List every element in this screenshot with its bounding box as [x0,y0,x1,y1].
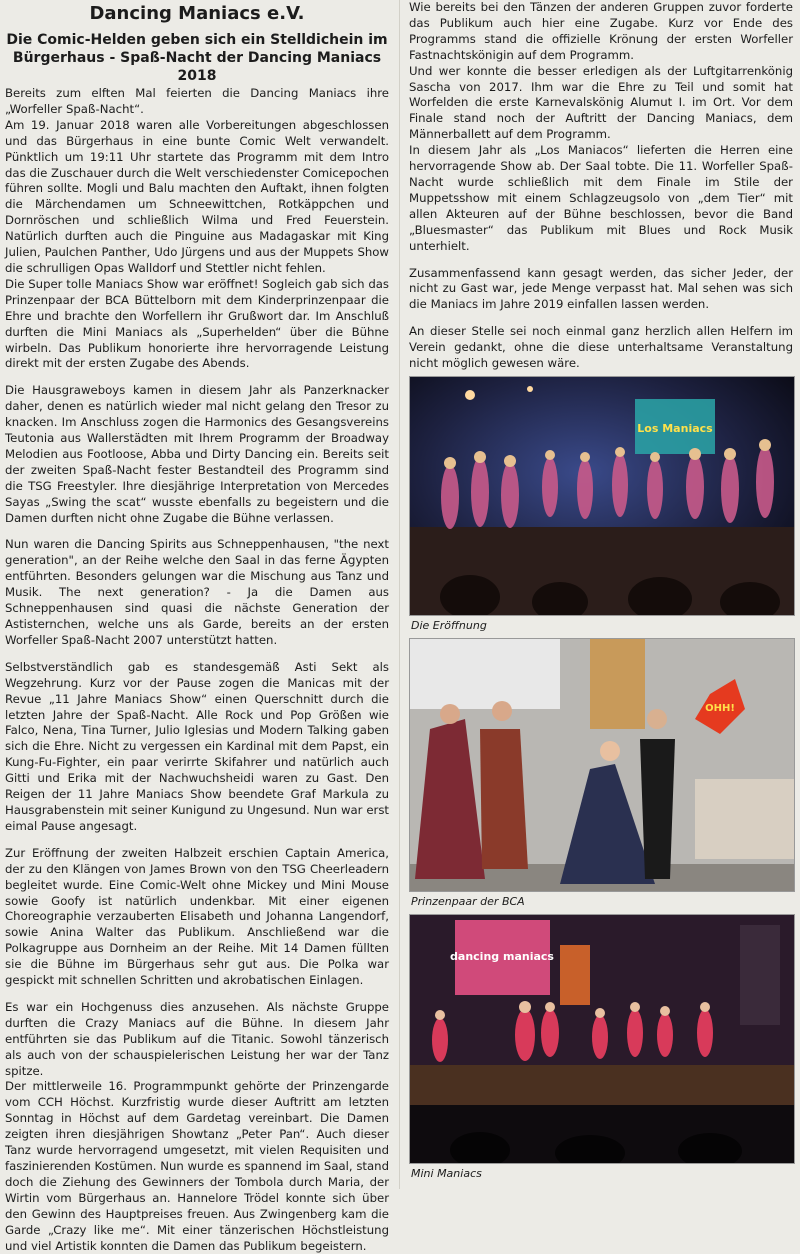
left-column [5,3,389,1254]
stage-photo-image [410,377,794,615]
paragraph: Selbstverständlich gab es standesgemäß Asti Sekt als Wegzehrung. Kurz vor der Pause zogen die Manicas mit der Revue „11 Jahre Maniacs Show“ einen Querschnitt durch die letzten Jahre der Spaß-Nacht. Alle Rock und Pop Größen wie Falco, Nena, Tina Turner, Julio Iglesias und Modern Talking gaben sich die Ehre. Nicht zu vergessen ein Kardinal mit dem Papst, ein Kung-Fu-Fighter, ein paar verirrte Skifahrer und natürlich auch Gitti und Erika mit der Nachwuchsheidi waren zu Gast. Den Reigen der 11 Jahre Maniacs Show beendete Graf Markula zu Hausgrabenstein mit seiner Kunigund zu Ungesund. Nun war erst eimal Pause angesagt. [5,659,389,833]
paragraph: An dieser Stelle sei noch einmal ganz herzlich allen Helfern im Verein gedankt, ohne die diese unterhaltsame Veranstaltung nicht möglich gewesen wäre. [409,324,793,371]
stage-screen-text: Los Maniacs [637,421,713,435]
paragraph: Bereits zum elften Mal feierten die Dancing Maniacs ihre „Worfeller Spaß-Nacht“. [5,86,389,116]
paragraph: Es war ein Hochgenuss dies anzusehen. Als nächste Gruppe durften die Crazy Maniacs auf die Bühne. In diesem Jahr entführten sie das Publikum auf die Titanic. Sowohl tänzerisch als auch von der schauspielerischen Leistung her war der Tanz spitze. [5,999,389,1078]
stage-screen-text: dancing maniacs [450,949,554,963]
paragraph: Wie bereits bei den Tänzen der anderen Gruppen zuvor forderte das Publikum auch hier eine Zugabe. Kurz vor Ende des Programms stand die offizielle Krönung der ersten Worfeller Fastnachtskönigin auf dem Programm. [409,0,793,62]
column-divider [399,0,400,1189]
photo-mini-maniacs [409,914,795,1164]
paragraph: Nun waren die Dancing Spirits aus Schneppenhausen, "the next generation", an der Reihe welche den Saal in das ferne Ägypten entführten. Besonders gelungen war die Mischung aus Tanz und Musik. The next generation? - Ja die Damen aus Schneppenhausen sind quasi die nächste Generation der Astisternchen, welche uns als Garde, bereits an der ersten Worfeller Spaß-Nacht 2007 unterstützt hatten. [5,537,389,647]
article-subtitle: Die Comic-Helden geben sich ein Stelldichein im Bürgerhaus - Spaß-Nacht der Dancing Maniacs 2018 [6,32,388,84]
mini-maniacs-photo-image [410,915,794,1163]
paragraph: Am 19. Januar 2018 waren alle Vorbereitungen abgeschlossen und das Bürgerhaus in eine bunte Comic Welt verwandelt. Pünktlich um 19:11 Uhr startete das Programm mit dem Intro das die Zuschauer durch die Welt verschiedenster Comicepochen führen sollte. Mogli und Balu machten den Auftakt, ihnen folgten die Märchendamen um Schneewittchen, Rotkäppchen und Dornröschen und schließlich Wilma und Fred Feuerstein. Natürlich durften auch die Pinguine aus Madagaskar mit King Julien, Paulchen Panther, Udo Jürgens und aus der Muppets Show die schrulligen Opas Walldorf und Stettler nicht fehlen. [5,117,389,275]
photo-caption: Die Eröffnung [411,618,487,632]
photo-opening [409,376,795,616]
paragraph: Die Super tolle Maniacs Show war eröffnet! Sogleich gab sich das Prinzenpaar der BCA Büttelborn mit dem Kinderprinzenpaar die Ehre und brachte den Worfellern ihr Grußwort dar. Im Anschluß durften die Mini Maniacs als „Superhelden“ über die Bühne wirbeln. Das Publikum honorierte ihre hervorragende Leistung direkt mit der ersten Zugabe des Abends. [5,276,389,371]
photo-caption: Mini Maniacs [411,1166,482,1180]
paragraph: Die Hausgraweboys kamen in diesem Jahr als Panzerknacker daher, denen es natürlich wieder mal nicht gelang den Tresor zu knacken. Im Anschluss zogen die Harmonics des Gesangsvereins Teutonia aus Wallerstädten mit Ihrem Programm der Broadway Melodien aus Footloose, Abba und Dirty Dancing ein. Bereits seit der zweiten Spaß-Nacht fester Bestandteil des Programm sind die TSG Freestyler. Ihre diesjährige Interpretation von Mercedes Sayas „Swing the scat“ wusste ebenfalls zu begeistern und die Damen durften nicht ohne Zugabe die Bühne verlassen. [5,383,389,525]
photo-prince-couple [409,638,795,892]
paragraph: Zusammenfassend kann gesagt werden, das sicher Jeder, der nicht zu Gast war, jede Menge verpasst hat. Mal sehen was sich die Maniacs im Jahre 2019 einfallen lassen werden. [409,265,793,312]
paragraph: Der mittlerweile 16. Programmpunkt gehörte der Prinzengarde vom CCH Höchst. Kurzfristig wurde dieser Auftritt am letzten Sonntag in Höchst auf dem Gardetag vereinbart. Die Damen zeigten ihren diesjährigen Showtanz „Peter Pan“. Auch dieser Tanz wurde hervorragend umgesetzt, mit vielen Requisiten und faszinierenden Kostümen. Nun wurde es spannend im Saal, stand doch die Ziehung des Gewinners der Tombola durch Maria, der Wirtin vom Bürgerhaus an. Hannelore Trödel konnte sich über den Gewinn des Hauptpreises freuen. Aus Zwingenberg kam die Garde „Crazy like me“. Mit einer tänzerischen Höchstleistung und viel Artistik konnten die Damen das Publikum begeistern. [5,1079,389,1253]
stage-sign-text: OHH! [705,702,735,714]
article-title: Dancing Maniacs e.V. [89,3,305,24]
right-column [409,0,793,1181]
paragraph: In diesem Jahr als „Los Maniacos“ lieferten die Herren eine hervorragende Show ab. Der Saal tobte. Die 11. Worfeller Spaß-Nacht wurde schließlich mit dem Finale im Stile der Muppetsshow mit einem Schlagzeugsolo von „dem Tier“ mit allen Akteuren auf der Bühne beschlossen, bevor die Band „Bluesmaster“ das Publikum mit Blues und Rock Musik unterhielt. [409,143,793,253]
paragraph: Und wer konnte die besser erledigen als der Luftgitarrenkönig Sascha von 2017. Ihm war die Ehre zu Teil und somit hat Worfelden die erste Karnevalskönig Alumut I. im Ort. Vor dem Finale stand noch der Auftritt der Dancing Maniacs, dem Männerballett auf dem Programm. [409,63,793,142]
photo-caption: Prinzenpaar der BCA [411,894,525,908]
prince-couple-photo-image [410,639,794,891]
paragraph: Zur Eröffnung der zweiten Halbzeit erschien Captain America, der zu den Klängen von James Brown von den TSG Cheerleadern begleitet wurde. Eine Comic-Welt ohne Mickey und Mini Mouse sowie Goofy ist natürlich undenkbar. Mit einer eigenen Choreographie verzauberten Elisabeth und Johanna Langendorf, sowie Anina Walter das Publikum. Anschließend war die Polkagruppe aus Dornheim an der Reihe. Mit 14 Damen füllten sie die Bühne im Bürgerhaus sehr gut aus. Die Polka war gespickt mit schnellen Schritten und akrobatischen Einlagen. [5,845,389,988]
